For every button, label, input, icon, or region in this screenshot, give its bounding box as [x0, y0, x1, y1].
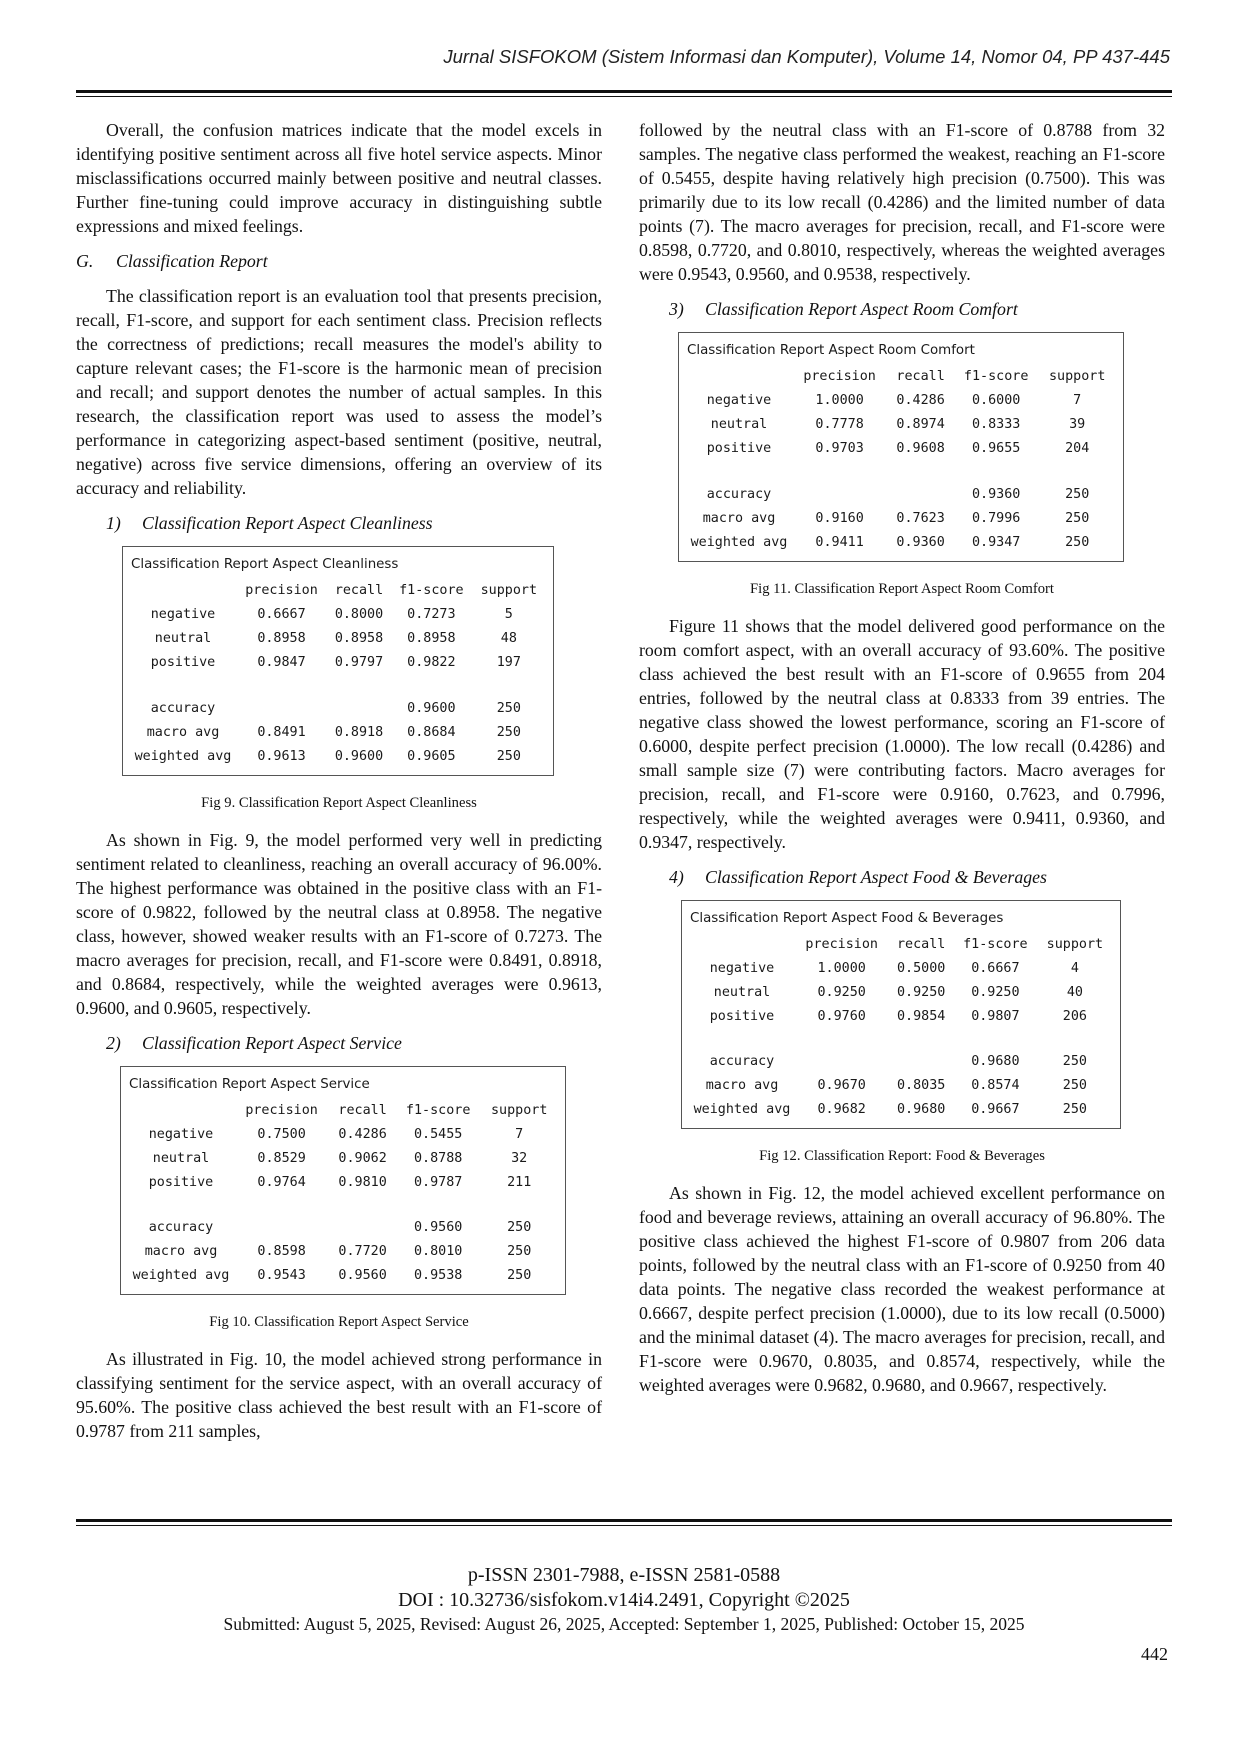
table-cell: 0.8974	[896, 417, 945, 432]
column-header: f1-score	[963, 936, 1028, 952]
section-heading	[76, 249, 602, 273]
table-row	[687, 507, 1115, 531]
table-cell: 7	[1073, 393, 1082, 408]
report-header-row	[690, 933, 1112, 957]
section-title: Classification Report	[116, 251, 268, 271]
table-cell: 0.9667	[971, 1102, 1020, 1118]
report-grid	[687, 365, 1115, 555]
figure-caption: Fig 9. Classification Report Aspect Cleanliness	[201, 794, 477, 811]
table-cell: 0.8574	[971, 1078, 1020, 1094]
section-number: G.	[76, 251, 94, 271]
paragraph: Overall, the confusion matrices indicate that the model excels in identifying positive sentiment across all five hotel service aspects. Minor misclassifications occurred mainly between positive and neutral classes. Further fine-tuning could improve accuracy in distinguishing subtle expressions and mixed feelings.	[76, 120, 602, 236]
table-cell: 0.8788	[413, 1150, 463, 1166]
footer-issn: p-ISSN 2301-7988, e-ISSN 2581-0588	[467, 1564, 781, 1586]
table-cell: 0.7273	[407, 607, 456, 622]
table-cell: 0.9411	[815, 534, 864, 550]
row-label: accuracy	[150, 700, 216, 716]
table-cell	[330, 1216, 395, 1240]
spacer-row	[687, 461, 1115, 483]
table-cell: 250	[1062, 1054, 1087, 1070]
row-label: positive	[148, 1174, 214, 1190]
table-cell: 250	[507, 1244, 532, 1260]
classification-report-table	[120, 1066, 566, 1296]
paragraph: As illustrated in Fig. 10, the model achieved strong performance in classifying sentiment for the service aspect, with an overall accuracy of 95.60%. The positive class achieved the best result with an F1-score of 0.9787 from 211 samples,	[76, 1349, 602, 1442]
table-row	[687, 413, 1115, 437]
table-cell: 0.8958	[334, 631, 384, 646]
column-header: support	[1048, 369, 1106, 384]
row-label: positive	[150, 655, 216, 670]
table-row	[687, 483, 1115, 507]
figure-11	[678, 332, 1165, 562]
table-cell: 0.7996	[971, 510, 1021, 526]
figure-10	[120, 1066, 602, 1296]
right-column	[639, 118, 1165, 1408]
column-header: f1-score	[963, 369, 1029, 384]
subsection-heading	[76, 1031, 602, 1055]
table-cell: 5	[504, 607, 513, 622]
table-cell: 0.9764	[257, 1174, 306, 1190]
table-cell	[889, 1050, 953, 1074]
spacer-row	[690, 1029, 1112, 1051]
table-cell: 32	[511, 1150, 528, 1166]
report-grid	[131, 579, 545, 769]
paragraph: The classification report is an evaluation tool that presents precision, recall, F1-score, and support for each sentiment class. Precision reflects the correctness of predictions; recall measures the model's ability to capture relevant cases; the F1-score is the harmonic mean of precision and recall; and support denotes the number of actual samples. In this research, the classification report was used to assess the model’s performance in categorizing aspect-based sentiment (positive, neutral, negative) across five service dimensions, offering an overview of its accuracy and reliability.	[76, 286, 602, 498]
table-cell: 250	[1065, 486, 1090, 502]
row-label: neutral	[154, 631, 212, 646]
column-header: f1-score	[399, 583, 464, 598]
table-cell: 0.6667	[971, 960, 1020, 976]
table-row	[129, 1264, 557, 1288]
row-label: negative	[709, 960, 775, 976]
table-row	[687, 531, 1115, 555]
table-cell: 0.8918	[334, 724, 384, 740]
table-cell: 0.5000	[897, 960, 946, 976]
table-row	[129, 1123, 557, 1147]
column-header: recall	[897, 936, 946, 952]
row-label: accuracy	[706, 486, 772, 502]
table-cell	[233, 1216, 330, 1240]
table-cell: 0.4286	[338, 1126, 387, 1142]
table-cell: 0.9822	[407, 655, 456, 670]
row-label: accuracy	[709, 1054, 775, 1070]
table-cell: 0.6000	[971, 393, 1021, 408]
table-cell: 0.7778	[815, 417, 864, 432]
spacer-row	[131, 675, 545, 697]
table-cell: 0.9347	[971, 534, 1021, 550]
table-row	[131, 745, 545, 769]
table-cell: 0.5455	[413, 1126, 463, 1142]
table-cell: 7	[515, 1126, 524, 1142]
table-row	[690, 1074, 1112, 1098]
table-cell: 0.9680	[971, 1054, 1020, 1070]
row-label: macro avg	[702, 510, 776, 526]
table-cell: 250	[496, 724, 521, 740]
figure-12	[681, 900, 1165, 1130]
table-cell: 0.8035	[897, 1078, 946, 1094]
table-cell: 0.9560	[338, 1268, 387, 1284]
table-cell: 0.4286	[896, 393, 945, 408]
table-cell: 48	[500, 631, 517, 646]
classification-report-table	[122, 546, 554, 776]
column-header: recall	[338, 1102, 387, 1118]
table-cell: 0.9250	[971, 984, 1020, 1000]
table-row	[690, 1050, 1112, 1074]
table-cell: 0.9760	[817, 1008, 866, 1024]
column-header: precision	[245, 1102, 318, 1118]
table-cell: 0.8684	[407, 724, 456, 740]
table-cell: 4	[1070, 960, 1079, 976]
table-cell: 0.8529	[257, 1150, 306, 1166]
table-cell: 0.9682	[817, 1102, 866, 1118]
report-header-row	[129, 1099, 557, 1123]
table-row	[690, 1005, 1112, 1029]
table-row	[131, 603, 545, 627]
table-cell: 40	[1066, 984, 1083, 1000]
column-header: recall	[896, 369, 945, 384]
table-row	[690, 981, 1112, 1005]
row-label: accuracy	[148, 1220, 214, 1236]
paragraph: followed by the neutral class with an F1-score of 0.8788 from 32 samples. The negative class performed the weakest, reaching an F1-score of 0.5455, despite having relatively high precision (0.7500). This was primarily due to its low recall (0.4286) and the limited number of data points (7). The macro averages for precision, recall, and F1-score were 0.8598, 0.7720, and 0.8010, respectively, whereas the weighted averages were 0.9543, 0.9560, and 0.9538, respectively.	[639, 120, 1165, 284]
table-cell: 0.9600	[407, 700, 456, 716]
table-row	[690, 1098, 1112, 1122]
left-column	[76, 118, 602, 1454]
table-cell: 0.9600	[334, 748, 384, 764]
header-rule-thin	[76, 96, 1172, 97]
table-cell: 211	[507, 1174, 532, 1190]
header-cell	[690, 933, 794, 957]
header-rule-thick	[76, 90, 1172, 93]
column-header: support	[1046, 936, 1104, 952]
header-cell	[129, 1099, 233, 1123]
table-row	[690, 957, 1112, 981]
table-cell: 0.9360	[971, 486, 1021, 502]
table-cell: 0.9655	[971, 441, 1021, 456]
table-cell: 0.9670	[817, 1078, 866, 1094]
page-number: 442	[1141, 1644, 1168, 1664]
table-cell: 0.9608	[896, 441, 945, 456]
spacer-row	[129, 1195, 557, 1217]
row-label: neutral	[710, 417, 768, 432]
column-header: precision	[805, 936, 878, 952]
figure-9	[122, 546, 602, 776]
paragraph: Figure 11 shows that the model delivered good performance on the room comfort aspect, with an overall accuracy of 93.60%. The positive class achieved the best result with an F1-score of 0.9655 from 204 entries, followed by the neutral class at 0.8333 from 39 entries. The negative class showed the lowest performance, scoring an F1-score of 0.6000, despite perfect precision (1.0000). The low recall (0.4286) and small sample size (7) were contributing factors. Macro averages for precision, recall, and F1-score were 0.9160, 0.7623, and 0.7996, respectively, while the weighted averages were 0.9411, 0.9360, and 0.9347, respectively.	[639, 615, 1165, 852]
figure-caption: Fig 12. Classification Report: Food & Beverages	[759, 1148, 1045, 1165]
table-cell	[791, 483, 888, 507]
table-cell: 0.8010	[413, 1244, 463, 1260]
column-header: support	[480, 583, 538, 598]
header-cell	[687, 365, 791, 389]
table-cell: 0.9847	[257, 655, 306, 670]
row-label: weighted avg	[132, 1268, 230, 1284]
table-cell: 0.9062	[338, 1150, 387, 1166]
column-header: f1-score	[405, 1102, 471, 1118]
table-cell: 0.9680	[897, 1102, 946, 1118]
table-cell: 0.9250	[897, 984, 946, 1000]
column-header: precision	[803, 369, 876, 384]
row-label: macro avg	[146, 724, 220, 740]
table-cell: 0.9360	[896, 534, 945, 550]
subsection-title: Classification Report Aspect Food & Beverages	[705, 866, 1047, 887]
subsection-heading	[639, 297, 1165, 321]
row-label: macro avg	[144, 1244, 218, 1260]
table-cell: 250	[1065, 510, 1090, 526]
table-cell: 0.9250	[817, 984, 866, 1000]
table-cell: 0.8598	[257, 1244, 306, 1260]
table-cell: 0.9854	[897, 1008, 946, 1024]
subsection-heading	[639, 865, 1165, 889]
table-cell: 1.0000	[815, 393, 864, 408]
table-cell: 0.9560	[413, 1220, 463, 1236]
table-cell: 0.6667	[257, 607, 306, 622]
footer-rule-thin	[76, 1525, 1172, 1526]
table-cell: 39	[1069, 417, 1086, 432]
table-cell: 0.8333	[971, 417, 1021, 432]
table-cell: 0.9797	[334, 655, 384, 670]
table-cell: 0.9605	[407, 748, 456, 764]
subsection-number: 4)	[669, 866, 684, 887]
row-label: negative	[150, 607, 216, 622]
table-cell: 0.8958	[407, 631, 456, 646]
table-cell: 0.9810	[338, 1174, 387, 1190]
table-cell	[888, 483, 953, 507]
report-header-row	[687, 365, 1115, 389]
table-row	[131, 721, 545, 745]
table-cell: 0.9703	[815, 441, 864, 456]
table-cell: 0.9543	[257, 1268, 306, 1284]
table-row	[687, 389, 1115, 413]
report-grid	[129, 1099, 557, 1289]
figure-caption: Fig 11. Classification Report Aspect Room Comfort	[750, 580, 1054, 597]
table-cell: 197	[496, 655, 521, 670]
table-cell: 0.7623	[896, 510, 945, 526]
row-label: weighted avg	[690, 534, 788, 550]
table-cell: 250	[1062, 1078, 1087, 1094]
classification-report-table	[681, 900, 1121, 1130]
table-cell: 250	[1062, 1102, 1087, 1118]
footer-doi: DOI : 10.32736/sisfokom.v14i4.2491, Copyright ©2025	[398, 1589, 850, 1611]
report-title: Classification Report Aspect Food & Beverages	[690, 910, 1004, 926]
table-cell: 206	[1062, 1008, 1087, 1024]
row-label: neutral	[152, 1150, 210, 1166]
table-cell: 0.9613	[257, 748, 306, 764]
row-label: macro avg	[705, 1078, 779, 1094]
table-cell: 0.8958	[257, 631, 306, 646]
row-label: neutral	[713, 984, 771, 1000]
report-title: Classification Report Aspect Cleanliness	[131, 557, 399, 572]
table-cell	[235, 697, 328, 721]
table-cell: 0.7500	[257, 1126, 306, 1142]
table-cell	[794, 1050, 889, 1074]
table-cell: 0.9160	[815, 510, 864, 526]
table-cell: 250	[507, 1220, 532, 1236]
column-header: support	[490, 1102, 548, 1118]
table-cell	[328, 697, 390, 721]
row-label: weighted avg	[134, 748, 232, 764]
row-label: positive	[709, 1008, 775, 1024]
table-row	[131, 651, 545, 675]
row-label: negative	[148, 1126, 214, 1142]
header-cell	[131, 579, 235, 603]
table-row	[131, 627, 545, 651]
row-label: weighted avg	[693, 1102, 791, 1118]
table-cell: 0.9807	[971, 1008, 1020, 1024]
subsection-number: 2)	[106, 1032, 121, 1053]
table-row	[129, 1240, 557, 1264]
subsection-number: 1)	[106, 513, 121, 533]
subsection-title: Classification Report Aspect Room Comfort	[705, 299, 1018, 319]
subsection-number: 3)	[669, 299, 684, 319]
row-label: negative	[706, 393, 772, 408]
table-cell: 0.9787	[413, 1174, 463, 1190]
footer-dates: Submitted: August 5, 2025, Revised: August 26, 2025, Accepted: September 1, 2025, Published: October 15, 2025	[223, 1614, 1025, 1634]
subsection-heading	[76, 511, 602, 535]
table-cell: 250	[507, 1268, 532, 1284]
table-cell: 250	[496, 700, 521, 716]
table-cell: 1.0000	[817, 960, 866, 976]
table-row	[131, 697, 545, 721]
table-row	[129, 1171, 557, 1195]
report-grid	[690, 933, 1112, 1123]
journal-header: Jurnal SISFOKOM (Sistem Informasi dan Komputer), Volume 14, Nomor 04, PP 437-445	[443, 46, 1170, 67]
row-label: positive	[706, 441, 772, 456]
column-header: precision	[245, 583, 318, 598]
report-title: Classification Report Aspect Service	[129, 1076, 370, 1092]
table-cell: 0.9538	[413, 1268, 463, 1284]
table-row	[129, 1216, 557, 1240]
table-cell: 250	[1065, 534, 1090, 550]
report-header-row	[131, 579, 545, 603]
column-header: recall	[334, 583, 384, 598]
table-cell: 0.8000	[334, 607, 384, 622]
table-cell: 204	[1065, 441, 1090, 456]
table-cell: 0.7720	[338, 1244, 387, 1260]
figure-caption: Fig 10. Classification Report Aspect Service	[209, 1314, 469, 1331]
table-row	[129, 1147, 557, 1171]
footer-rule-thick	[76, 1519, 1172, 1522]
table-cell: 0.8491	[257, 724, 306, 740]
table-row	[687, 437, 1115, 461]
subsection-title: Classification Report Aspect Service	[142, 1032, 402, 1053]
paragraph: As shown in Fig. 9, the model performed very well in predicting sentiment related to cleanliness, reaching an overall accuracy of 96.00%. The highest performance was obtained in the positive class with an F1-score of 0.9822, followed by the neutral class at 0.8958. The negative class, however, showed weaker results with an F1-score of 0.7273. The macro averages for precision, recall, and F1-score were 0.8491, 0.8918, and 0.8684, respectively, while the weighted averages were 0.9613, 0.9600, and 0.9605, respectively.	[76, 829, 602, 1018]
classification-report-table	[678, 332, 1124, 562]
table-cell: 250	[496, 748, 521, 764]
report-title: Classification Report Aspect Room Comfort	[687, 343, 975, 358]
paragraph: As shown in Fig. 12, the model achieved excellent performance on food and beverage reviews, attaining an overall accuracy of 96.80%. The positive class achieved the highest F1-score of 0.9807 from 206 data points, followed by the neutral class with an F1-score of 0.9250 from 40 data points. The negative class recorded the weakest performance at 0.6667, despite perfect precision (1.0000), due to its low recall (0.5000) and the minimal dataset (4). The macro averages for precision, recall, and F1-score were 0.9670, 0.8035, and 0.8574, respectively, while the weighted averages were 0.9682, 0.9680, and 0.9667, respectively.	[639, 1183, 1165, 1396]
subsection-title: Classification Report Aspect Cleanliness	[142, 513, 433, 533]
